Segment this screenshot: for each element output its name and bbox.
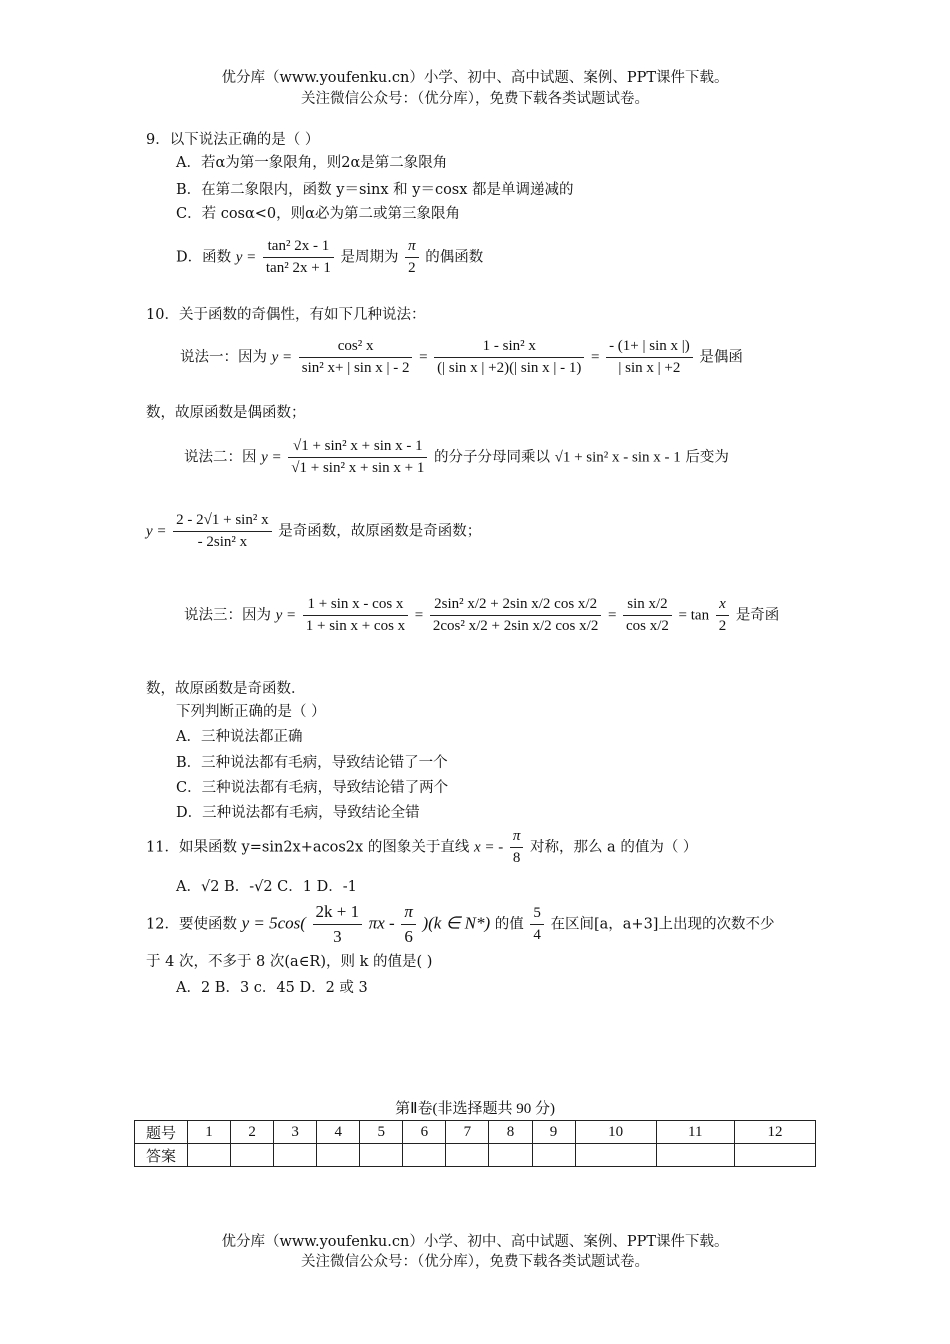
q10-statement-3-cont: 数，故原函数是奇函数． [146,681,306,697]
answer-cell[interactable] [360,1144,403,1167]
table-cell: 9 [532,1121,575,1144]
answer-cell[interactable] [575,1144,656,1167]
table-cell: 8 [489,1121,532,1144]
answer-cell[interactable] [317,1144,360,1167]
q10-option-a: A．三种说法都正确 [176,729,303,745]
part2-title: 第Ⅱ卷(非选择题共 90 分) [395,1101,555,1117]
q10-statement-1-cont: 数，故原函数是偶函数； [146,405,306,421]
answer-cell[interactable] [231,1144,274,1167]
table-cell: 题号 [135,1121,188,1144]
q11-stem: 11．如果函数 y=sin2x+acos2x 的图象关于直线 x = - $\frac{\pi}{8}$ 对称，那么 a 的值为（ ） [146,828,698,866]
q12-stem: 12．要使函数 y = 5cos( $\frac{2k + 1}{3}$ πx - $\frac{\pi}{6}$ )(k ∈ N*) 的值 $\frac{5}{4}$ 在区间[a，a+3]上出现的次数不少 [146,902,775,946]
q10-option-b: B．三种说法都有毛病，导致结论错了一个 [176,755,448,771]
answer-cell[interactable] [532,1144,575,1167]
q10-option-c: C．三种说法都有毛病，导致结论错了两个 [176,780,449,796]
q10-statement-3: 说法三：因为 y = $\frac{\text{1 + sin x - cos x}}{\text{1 + sin x + cos x}}$ = $\frac{\text{2sin² x/2 + 2sin x/2 cos x/2}}{\text{2cos² x/2 + 2sin x/2 cos x/2}}$ = $\frac{\text{sin x/2}}{\text{cos x/2}}$ = tan $\frac{x}{2}$ 是奇函 [184,596,780,634]
answer-cell[interactable] [734,1144,815,1167]
q9-option-b: B．在第二象限内，函数 y＝sinx 和 y＝cosx 都是单调递减的 [176,182,574,198]
q10-option-d: D．三种说法都有毛病，导致结论全错 [176,805,420,821]
table-cell: 答案 [135,1144,188,1167]
q9-option-a: A．若α为第一象限角，则2α是第二象限角 [176,155,448,171]
table-cell: 10 [575,1121,656,1144]
table-cell: 11 [656,1121,734,1144]
table-cell: 3 [274,1121,317,1144]
table-cell: 5 [360,1121,403,1144]
table-cell: 1 [188,1121,231,1144]
answer-cell[interactable] [403,1144,446,1167]
q10-statement-2-result: y = $\frac{\text{2 - 2√1 + sin² x}}{\text{- 2sin² x}}$ 是奇函数，故原函数是奇函数； [146,512,482,550]
footer-line-1: 优分库（www.youfenku.cn）小学、初中、高中试题、案例、PPT课件下载。 [221,1234,729,1250]
q10-ask: 下列判断正确的是（ ） [176,704,326,720]
answer-cell[interactable] [489,1144,532,1167]
q9-stem: 9．以下说法正确的是（ ） [146,132,320,148]
answer-cell[interactable] [188,1144,231,1167]
q9-option-d: D．函数 y = $\frac{\text{tan² 2x - 1}}{\text{tan² 2x + 1}}$ 是周期为 $\frac{\pi}{2}$ 的偶函数 [176,238,484,276]
q9-option-c: C．若 cosα<0，则α必为第二或第三象限角 [176,206,460,222]
q10-statement-2: 说法二：因 y = $\frac{\text{√1 + sin² x + sin x - 1}}{\text{√1 + sin² x + sin x + 1}}$ 的分子分母同乘以 √1 + sin² x - sin x - 1 后变为 [184,438,729,476]
table-cell: 4 [317,1121,360,1144]
table-row [135,1144,816,1167]
answer-cell[interactable] [656,1144,734,1167]
answer-cell[interactable] [446,1144,489,1167]
table-row [135,1121,816,1144]
q10-statement-1: 说法一：因为 y = $\frac{\text{cos² x}}{\text{sin² x+ | sin x | - 2}}$ = $\frac{\text{1 - sin² x}}{\text{(| sin x | +2)(| sin x | - 1)}}$ = $\frac{\text{- (1+ | sin x |)}}{\text{| sin x | +2}}$ 是偶函 [180,338,743,376]
header-line-1: 优分库（www.youfenku.cn）小学、初中、高中试题、案例、PPT课件下载。 [221,70,729,86]
table-cell: 6 [403,1121,446,1144]
q11-options: A．√2 B．-√2 C．1 D．-1 [176,879,357,895]
q12-options: A．2 B．3 c．45 D．2 或 3 [176,980,368,996]
table-cell: 7 [446,1121,489,1144]
table-cell: 2 [231,1121,274,1144]
q10-stem: 10．关于函数的奇偶性，有如下几种说法： [146,307,426,323]
footer-line-2: 关注微信公众号：（优分库），免费下载各类试题试卷。 [301,1254,649,1270]
q12-stem-cont: 于 4 次，不多于 8 次(a∈R)，则 k 的值是( ) [146,954,433,970]
answer-cell[interactable] [274,1144,317,1167]
header-line-2: 关注微信公众号：（优分库），免费下载各类试题试卷。 [301,91,649,107]
answer-table [134,1120,816,1167]
table-cell: 12 [734,1121,815,1144]
